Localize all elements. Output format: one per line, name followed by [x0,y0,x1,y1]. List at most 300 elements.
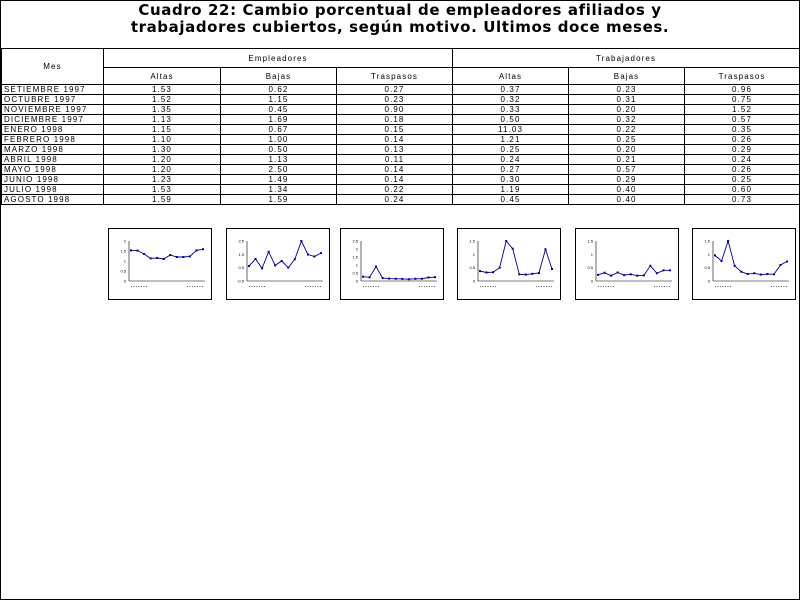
table-row [2,175,800,185]
table-row [2,125,800,135]
cell-e-trasp: 0.11 [337,155,453,165]
x-tick-mark [136,286,137,287]
cell-e-bajas: 1.15 [221,95,337,105]
cell-t-altas: 0.25 [453,145,569,155]
cell-t-altas: 0.24 [453,155,569,165]
y-tick-label: 1 [590,251,593,257]
y-tick-label: 0.5 [704,265,710,271]
cell-t-altas: 11.03 [453,125,569,135]
data-point [388,278,390,280]
x-tick-mark [485,286,486,287]
x-tick-mark [264,286,265,287]
x-tick-mark [200,286,201,287]
x-tick-mark [371,286,372,287]
data-point [287,267,289,269]
data-point [643,274,645,276]
cell-t-bajas: 0.23 [569,85,685,95]
data-point [604,272,606,274]
cell-mes: SETIEMBRE 1997 [2,85,104,95]
data-point [375,266,377,268]
series-line [363,267,435,280]
x-tick-mark [134,286,135,287]
data-point [505,240,507,242]
data-point [281,260,283,262]
cell-mes: JUNIO 1998 [2,175,104,185]
data-point [544,248,546,250]
data-point [747,273,749,275]
series-line [131,249,203,259]
cell-t-bajas: 0.40 [569,185,685,195]
x-tick-mark [197,286,198,287]
data-point [320,252,322,254]
data-point [727,240,729,242]
data-point [150,257,152,259]
x-tick-mark [718,286,719,287]
y-tick-label: 0.5 [238,265,244,271]
cell-t-bajas: 0.32 [569,115,685,125]
data-point [597,274,599,276]
cell-e-bajas: 2.50 [221,165,337,175]
x-tick-mark [378,286,379,287]
cell-t-trasp: 0.29 [685,145,800,155]
x-tick-mark [139,286,140,287]
cell-e-altas: 1.30 [104,145,221,155]
x-tick-mark [252,286,253,287]
x-tick-mark [613,286,614,287]
cell-e-bajas: 1.00 [221,135,337,145]
data-point [408,278,410,280]
cell-t-trasp: 0.26 [685,135,800,145]
x-tick-mark [376,286,377,287]
sparkline-empleadores-traspasos [340,228,444,300]
header-mes: Mes [2,49,104,85]
cell-mes: OCTUBRE 1997 [2,95,104,105]
table-row [2,85,800,95]
x-tick-mark [308,286,309,287]
header-t-altas: Altas [453,68,569,85]
cell-e-trasp: 0.90 [337,105,453,115]
x-tick-mark [480,286,481,287]
y-tick-label: 1 [355,262,358,268]
cell-e-bajas: 1.49 [221,175,337,185]
page-title [0,0,800,48]
y-tick-label: 0 [355,278,358,284]
cell-t-bajas: 0.20 [569,105,685,115]
header-e-traspasos: Traspasos [337,68,453,85]
series-line [249,241,321,268]
data-point [486,271,488,273]
cell-e-altas: 1.10 [104,135,221,145]
cell-t-trasp: 0.26 [685,165,800,175]
x-tick-mark [598,286,599,287]
y-tick-label: 0.5 [352,270,358,276]
data-point [610,275,612,277]
data-point [760,274,762,276]
data-point [786,261,788,263]
cell-e-altas: 1.20 [104,155,221,165]
data-point [531,273,533,275]
data-point [294,258,296,260]
data-point [130,249,132,251]
y-tick-label: 1.5 [238,251,244,257]
data-point [300,240,302,242]
cell-t-trasp: 0.60 [685,185,800,195]
x-tick-mark [725,286,726,287]
cell-e-altas: 1.59 [104,195,221,205]
cell-t-trasp: 1.52 [685,105,800,115]
data-point [189,255,191,257]
x-tick-mark [320,286,321,287]
data-point [163,258,165,260]
cell-t-bajas: 0.29 [569,175,685,185]
data-point [274,264,276,266]
series-line [715,241,787,275]
x-tick-mark [488,286,489,287]
header-e-bajas: Bajas [221,68,337,85]
data-point [434,276,436,278]
sparkline-empleadores-altas [108,228,212,300]
cell-e-bajas: 0.50 [221,145,337,155]
x-tick-mark [774,286,775,287]
x-tick-mark [549,286,550,287]
x-tick-mark [315,286,316,287]
x-tick-mark [662,286,663,287]
sparkline-trabajadores-bajas [575,228,679,300]
data-point [176,256,178,258]
data-point [740,271,742,273]
y-tick-label: 0 [472,278,475,284]
cell-t-altas: 0.45 [453,195,569,205]
data-point [525,274,527,276]
x-tick-mark [257,286,258,287]
x-tick-mark [419,286,420,287]
x-tick-mark [259,286,260,287]
cell-e-altas: 1.53 [104,85,221,95]
cell-e-trasp: 0.18 [337,115,453,125]
cell-t-trasp: 0.35 [685,125,800,135]
x-tick-mark [776,286,777,287]
cell-t-bajas: 0.21 [569,155,685,165]
x-tick-mark [669,286,670,287]
x-tick-mark [144,286,145,287]
x-tick-mark [490,286,491,287]
cell-e-bajas: 0.62 [221,85,337,95]
cell-e-altas: 1.52 [104,95,221,105]
data-point [421,278,423,280]
cell-e-trasp: 0.13 [337,145,453,155]
data-point [656,272,658,274]
x-tick-mark [664,286,665,287]
x-tick-mark [493,286,494,287]
data-point [617,271,619,273]
y-tick-label: 2.5 [238,238,244,244]
x-tick-mark [536,286,537,287]
data-point [427,276,429,278]
series-line [598,266,670,276]
data-table [1,48,800,205]
cell-e-bajas: 1.69 [221,115,337,125]
cell-t-altas: 0.33 [453,105,569,115]
x-tick-mark [601,286,602,287]
x-tick-mark [781,286,782,287]
data-point [156,257,158,259]
x-tick-mark [310,286,311,287]
y-tick-label: 1.5 [704,238,710,244]
x-tick-mark [313,286,314,287]
y-tick-label: 2.5 [352,238,358,244]
title-line-2: trabajadores cubiertos, según motivo. Ultimos doce meses. [130,18,670,36]
data-point [779,264,781,266]
cell-t-trasp: 0.25 [685,175,800,185]
x-tick-mark [427,286,428,287]
data-point [255,258,257,260]
cell-e-trasp: 0.14 [337,135,453,145]
cell-t-altas: 0.30 [453,175,569,185]
x-tick-mark [667,286,668,287]
data-point [195,249,197,251]
x-tick-mark [657,286,658,287]
table-row [2,155,800,165]
data-point [395,278,397,280]
x-tick-mark [318,286,319,287]
x-tick-mark [483,286,484,287]
y-tick-label: 1 [707,251,710,257]
y-tick-label: 0 [707,278,710,284]
table-row [2,105,800,115]
x-tick-mark [249,286,250,287]
cell-mes: MAYO 1998 [2,165,104,175]
table-row [2,135,800,145]
cell-t-bajas: 0.40 [569,195,685,205]
x-tick-mark [728,286,729,287]
cell-t-trasp: 0.24 [685,155,800,165]
y-tick-label: 2 [355,246,358,252]
cell-mes: AGOSTO 1998 [2,195,104,205]
y-tick-label: 0 [123,278,126,284]
x-tick-mark [606,286,607,287]
cell-e-altas: 1.15 [104,125,221,135]
cell-t-bajas: 0.31 [569,95,685,105]
series-line [480,241,552,275]
cell-e-trasp: 0.24 [337,195,453,205]
header-t-traspasos: Traspasos [685,68,800,85]
cell-t-altas: 1.21 [453,135,569,145]
cell-e-altas: 1.35 [104,105,221,115]
data-point [401,278,403,280]
x-tick-mark [131,286,132,287]
data-point [382,277,384,279]
x-tick-mark [784,286,785,287]
cell-mes: JULIO 1998 [2,185,104,195]
cell-e-trasp: 0.27 [337,85,453,95]
data-point [512,248,514,250]
data-point [137,250,139,252]
cell-t-altas: 0.32 [453,95,569,105]
data-point [623,274,625,276]
data-point [734,265,736,267]
cell-e-trasp: 0.15 [337,125,453,135]
cell-t-bajas: 0.22 [569,125,685,135]
x-tick-mark [771,286,772,287]
y-tick-label: 1.5 [120,248,126,254]
cell-t-trasp: 0.96 [685,85,800,95]
table-row [2,165,800,175]
sparkline-empleadores-bajas [226,228,330,300]
data-point [721,260,723,262]
data-point [714,254,716,256]
cell-mes: MARZO 1998 [2,145,104,155]
x-tick-mark [432,286,433,287]
table-row [2,115,800,125]
data-point [369,276,371,278]
data-point [662,269,664,271]
x-tick-mark [546,286,547,287]
x-tick-mark [723,286,724,287]
cell-t-trasp: 0.73 [685,195,800,205]
x-tick-mark [305,286,306,287]
table-row [2,195,800,205]
data-point [649,265,651,267]
x-tick-mark [654,286,655,287]
data-point [307,253,309,255]
cell-t-trasp: 0.57 [685,115,800,125]
cell-e-bajas: 0.45 [221,105,337,115]
x-tick-mark [424,286,425,287]
x-tick-mark [202,286,203,287]
y-tick-label: 0.5 [469,265,475,271]
x-tick-mark [254,286,255,287]
x-tick-mark [608,286,609,287]
x-tick-mark [730,286,731,287]
data-point [518,273,520,275]
data-point [248,265,250,267]
data-point [551,268,553,270]
x-tick-mark [422,286,423,287]
data-point [538,272,540,274]
data-point [669,269,671,271]
header-t-bajas: Bajas [569,68,685,85]
cell-t-bajas: 0.20 [569,145,685,155]
x-tick-mark [366,286,367,287]
y-tick-label: 1.5 [469,238,475,244]
x-tick-mark [659,286,660,287]
data-point [182,256,184,258]
y-tick-label: 1.5 [587,238,593,244]
table-row [2,95,800,105]
cell-e-trasp: 0.22 [337,185,453,195]
y-tick-label: 0.5 [587,265,593,271]
cell-e-altas: 1.13 [104,115,221,125]
header-empleadores: Empleadores [104,49,453,68]
data-point [773,273,775,275]
cell-e-altas: 1.23 [104,175,221,185]
cell-e-bajas: 0.67 [221,125,337,135]
x-tick-mark [786,286,787,287]
x-tick-mark [146,286,147,287]
header-trabajadores: Trabajadores [453,49,800,68]
x-tick-mark [541,286,542,287]
cell-t-altas: 1.19 [453,185,569,195]
cell-e-bajas: 1.34 [221,185,337,195]
data-point [169,254,171,256]
cell-t-altas: 0.27 [453,165,569,175]
x-tick-mark [363,286,364,287]
cell-t-bajas: 0.57 [569,165,685,175]
cell-t-altas: 0.37 [453,85,569,95]
x-tick-mark [715,286,716,287]
x-tick-mark [611,286,612,287]
x-tick-mark [429,286,430,287]
cell-e-altas: 1.53 [104,185,221,195]
y-tick-label: 0 [590,278,593,284]
y-tick-label: 1 [123,258,126,264]
x-tick-mark [195,286,196,287]
data-point [362,276,364,278]
x-tick-mark [192,286,193,287]
cell-e-altas: 1.20 [104,165,221,175]
cell-mes: DICIEMBRE 1997 [2,115,104,125]
data-point [766,273,768,275]
data-point [261,267,263,269]
table-row [2,145,800,155]
data-point [636,275,638,277]
table-row [2,185,800,195]
data-point [499,267,501,269]
x-tick-mark [187,286,188,287]
cell-t-trasp: 0.75 [685,95,800,105]
cell-e-trasp: 0.14 [337,175,453,185]
data-point [492,271,494,273]
x-tick-mark [603,286,604,287]
cell-mes: ABRIL 1998 [2,155,104,165]
cell-t-altas: 0.50 [453,115,569,125]
cell-mes: NOVIEMBRE 1997 [2,105,104,115]
sparkline-trabajadores-traspasos [692,228,796,300]
data-point [414,278,416,280]
x-tick-mark [495,286,496,287]
x-tick-mark [190,286,191,287]
y-tick-label: 1 [472,251,475,257]
cell-e-bajas: 1.13 [221,155,337,165]
x-tick-mark [779,286,780,287]
data-point [268,251,270,253]
y-tick-label: 2 [123,238,126,244]
cell-e-bajas: 1.59 [221,195,337,205]
data-point [313,255,315,257]
cell-mes: FEBRERO 1998 [2,135,104,145]
x-tick-mark [368,286,369,287]
x-tick-mark [544,286,545,287]
y-tick-label: 1.5 [352,254,358,260]
title-line-1: Cuadro 22: Cambio porcentual de empleadores afiliados y [138,1,662,19]
x-tick-mark [262,286,263,287]
data-point [630,273,632,275]
cell-t-bajas: 0.25 [569,135,685,145]
data-point [202,248,204,250]
header-e-altas: Altas [104,68,221,85]
cell-mes: ENERO 1998 [2,125,104,135]
x-tick-mark [434,286,435,287]
y-tick-label: -0.5 [237,278,244,284]
cell-e-trasp: 0.14 [337,165,453,175]
x-tick-mark [551,286,552,287]
data-point [479,270,481,272]
data-point [753,272,755,274]
y-tick-label: 0.5 [120,268,126,274]
x-tick-mark [141,286,142,287]
sparkline-trabajadores-altas [457,228,561,300]
x-tick-mark [720,286,721,287]
